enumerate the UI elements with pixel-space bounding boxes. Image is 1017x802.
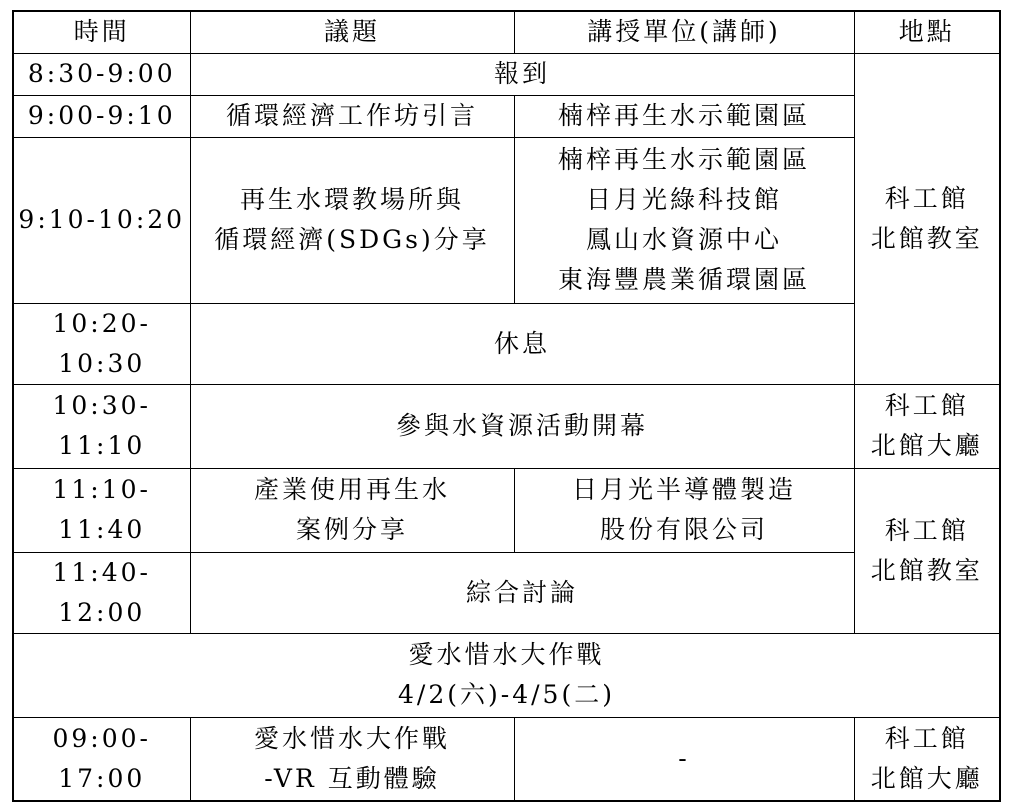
table-row — [13, 53, 1000, 95]
place-line: 科工館 — [884, 723, 969, 753]
unit-cell: - — [514, 717, 854, 801]
topic-line: 產業使用再生水 — [253, 475, 450, 504]
schedule-table — [12, 10, 1001, 802]
header-row — [13, 11, 1000, 53]
topic-cell: 綜合討論 — [190, 552, 854, 633]
place-cell — [854, 53, 1000, 384]
topic-line: 愛水惜水大作戰 — [253, 723, 450, 753]
place-line: 北館教室 — [870, 555, 983, 585]
place-line: 北館大廳 — [870, 431, 983, 460]
unit-line: 日月光綠科技館 — [585, 185, 782, 214]
table-row — [13, 95, 1000, 137]
place-line: 北館大廳 — [870, 763, 983, 793]
place-line: 科工館 — [884, 391, 969, 420]
time-cell: 10:30-11:10 — [13, 384, 190, 468]
table-row — [13, 552, 1000, 633]
place-cell — [854, 717, 1000, 801]
table-row — [13, 468, 1000, 552]
time-cell: 9:00-9:10 — [13, 95, 190, 137]
header-topic: 議題 — [190, 11, 514, 53]
unit-line: 股份有限公司 — [599, 515, 768, 544]
header-time: 時間 — [13, 11, 190, 53]
unit-cell: 楠梓再生水示範園區 — [514, 95, 854, 137]
header-place: 地點 — [854, 11, 1000, 53]
unit-line: 楠梓再生水示範園區 — [557, 145, 810, 174]
table-row — [13, 717, 1000, 801]
time-cell: 10:20-10:30 — [13, 303, 190, 384]
unit-line: 鳳山水資源中心 — [585, 225, 782, 254]
topic-cell — [190, 137, 514, 303]
topic-cell: 參與水資源活動開幕 — [190, 384, 854, 468]
topic-line: -VR 互動體驗 — [264, 763, 440, 793]
unit-line: 日月光半導體製造 — [571, 475, 796, 504]
section-title: 愛水惜水大作戰 — [408, 640, 605, 669]
table-row — [13, 303, 1000, 384]
topic-cell — [190, 717, 514, 801]
topic-cell: 循環經濟工作坊引言 — [190, 95, 514, 137]
unit-cell — [514, 137, 854, 303]
section-cell — [13, 633, 1000, 717]
topic-cell — [190, 468, 514, 552]
header-unit: 講授單位(講師) — [514, 11, 854, 53]
place-line: 北館教室 — [870, 223, 983, 253]
time-cell: 11:40-12:00 — [13, 552, 190, 633]
place-line: 科工館 — [884, 183, 969, 213]
topic-cell: 休息 — [190, 303, 854, 384]
place-line: 科工館 — [884, 515, 969, 545]
unit-cell — [514, 468, 854, 552]
topic-line: 案例分享 — [295, 515, 408, 544]
time-cell: 9:10-10:20 — [13, 137, 190, 303]
section-row — [13, 633, 1000, 717]
place-cell — [854, 384, 1000, 468]
unit-line: 東海豐農業循環園區 — [557, 265, 810, 294]
time-cell: 09:00-17:00 — [13, 717, 190, 801]
topic-line: 再生水環教場所與 — [239, 185, 464, 214]
place-cell — [854, 468, 1000, 633]
table-row — [13, 137, 1000, 303]
time-cell: 11:10-11:40 — [13, 468, 190, 552]
section-dates: 4/2(六)-4/5(二) — [398, 680, 615, 709]
table-row — [13, 384, 1000, 468]
topic-line: 循環經濟(SDGs)分享 — [214, 225, 490, 254]
topic-cell: 報到 — [190, 53, 854, 95]
time-cell: 8:30-9:00 — [13, 53, 190, 95]
